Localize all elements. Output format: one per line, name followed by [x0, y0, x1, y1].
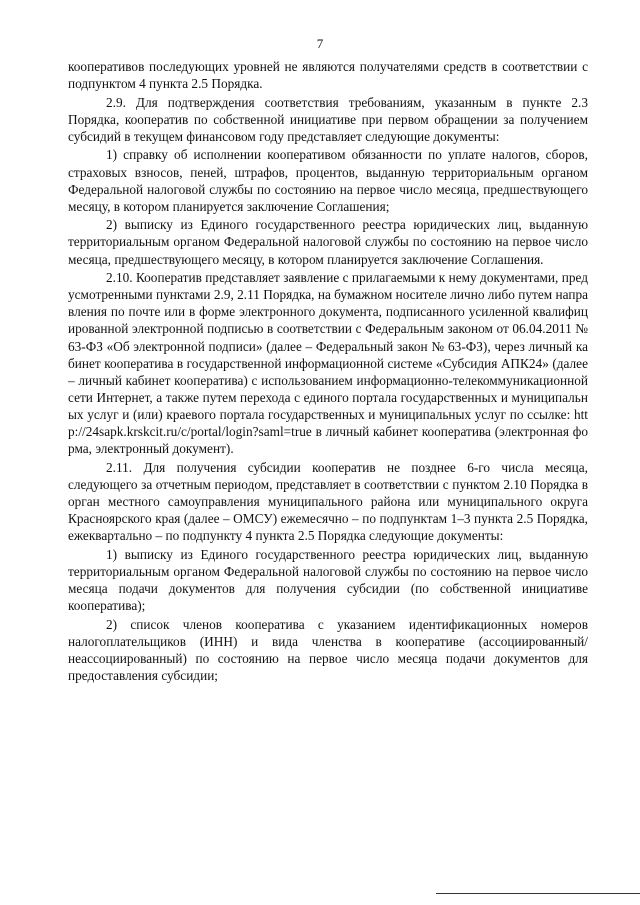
paragraph-2-11-item-1: 1) выписку из Единого государственного реестра юридических лиц, выданную территориальным органом Федеральной налоговой службы по состоянию на первое число месяца подачи документов для получения субсидии (по собственной инициативе кооператива); — [68, 546, 588, 613]
paragraph-2-10: 2.10. Кооператив представляет заявление с прилагаемыми к нему документами, предусмотренными пунктами 2.9, 2.11 Порядка, на бумажном носителе лично либо путем направления по почте или в форме электронного документа, подписанного усиленной квалифицированной электронной подписью в соответствии с Федеральным законом от 06.04.2011 № 63-ФЗ «Об электронной подписи» (далее – Федеральный закон № 63-ФЗ), через личный кабинет кооператива в государственной информационной системе «Субсидия АПК24» (далее – личный кабинет кооператива) с использованием информационно-телекоммуникационной сети Интернет, а также путем перехода с единого портала государственных и муниципальных услуг и (или) краевого портала государственных и муниципальных услуг по ссылке: http://24sapk.krskcit.ru/c/portal/login?saml=true в личный кабинет кооператива (электронная форма, электронный документ). — [68, 270, 588, 457]
paragraph-2-11-item-2: 2) список членов кооператива с указанием идентификационных номеров налогоплательщиков (ИНН) и вида членства в кооперативе (ассоциированный/неассоциированный) по состоянию на первое число месяца подачи документов для предоставления субсидии; — [68, 616, 588, 683]
paragraph-2-9: 2.9. Для подтверждения соответствия требованиям, указанным в пункте 2.3 Порядка, кооператив по собственной инициативе при первом обращении за получением субсидий в текущем финансовом году представляет следующие документы: — [68, 94, 588, 144]
paragraph-2-9-item-2: 2) выписку из Единого государственного реестра юридических лиц, выданную территориальным органом Федеральной налоговой службы по состоянию на первое число месяца, предшествующего месяцу, в котором планируется заключение Соглашения. — [68, 217, 588, 267]
paragraph-2-9-item-1: 1) справку об исполнении кооперативом обязанности по уплате налогов, сборов, страховых взносов, пеней, штрафов, процентов, выданную территориальным органом Федеральной налоговой службы по состоянию на первое число месяца, предшествующего месяцу, в котором планируется заключение Соглашения; — [68, 147, 588, 214]
paragraph-2-11: 2.11. Для получения субсидии кооператив не позднее 6-го числа месяца, следующего за отчетным периодом, представляет в соответствии с пунктом 2.10 Порядка в орган местного самоуправления муниципального района или муниципального округа Красноярского края (далее – ОМСУ) ежемесячно – по подпунктам 1–3 пункта 2.5 Порядка, ежеквартально – по подпункту 4 пункта 2.5 Порядка следующие документы: — [68, 459, 588, 544]
page-number: 7 — [316, 36, 324, 51]
paragraph-continuation: кооперативов последующих уровней не являются получателями средств в соответствии с подпунктом 4 пункта 2.5 Порядка. — [68, 59, 588, 92]
document-body — [68, 58, 588, 685]
scan-edge-line — [436, 893, 640, 894]
